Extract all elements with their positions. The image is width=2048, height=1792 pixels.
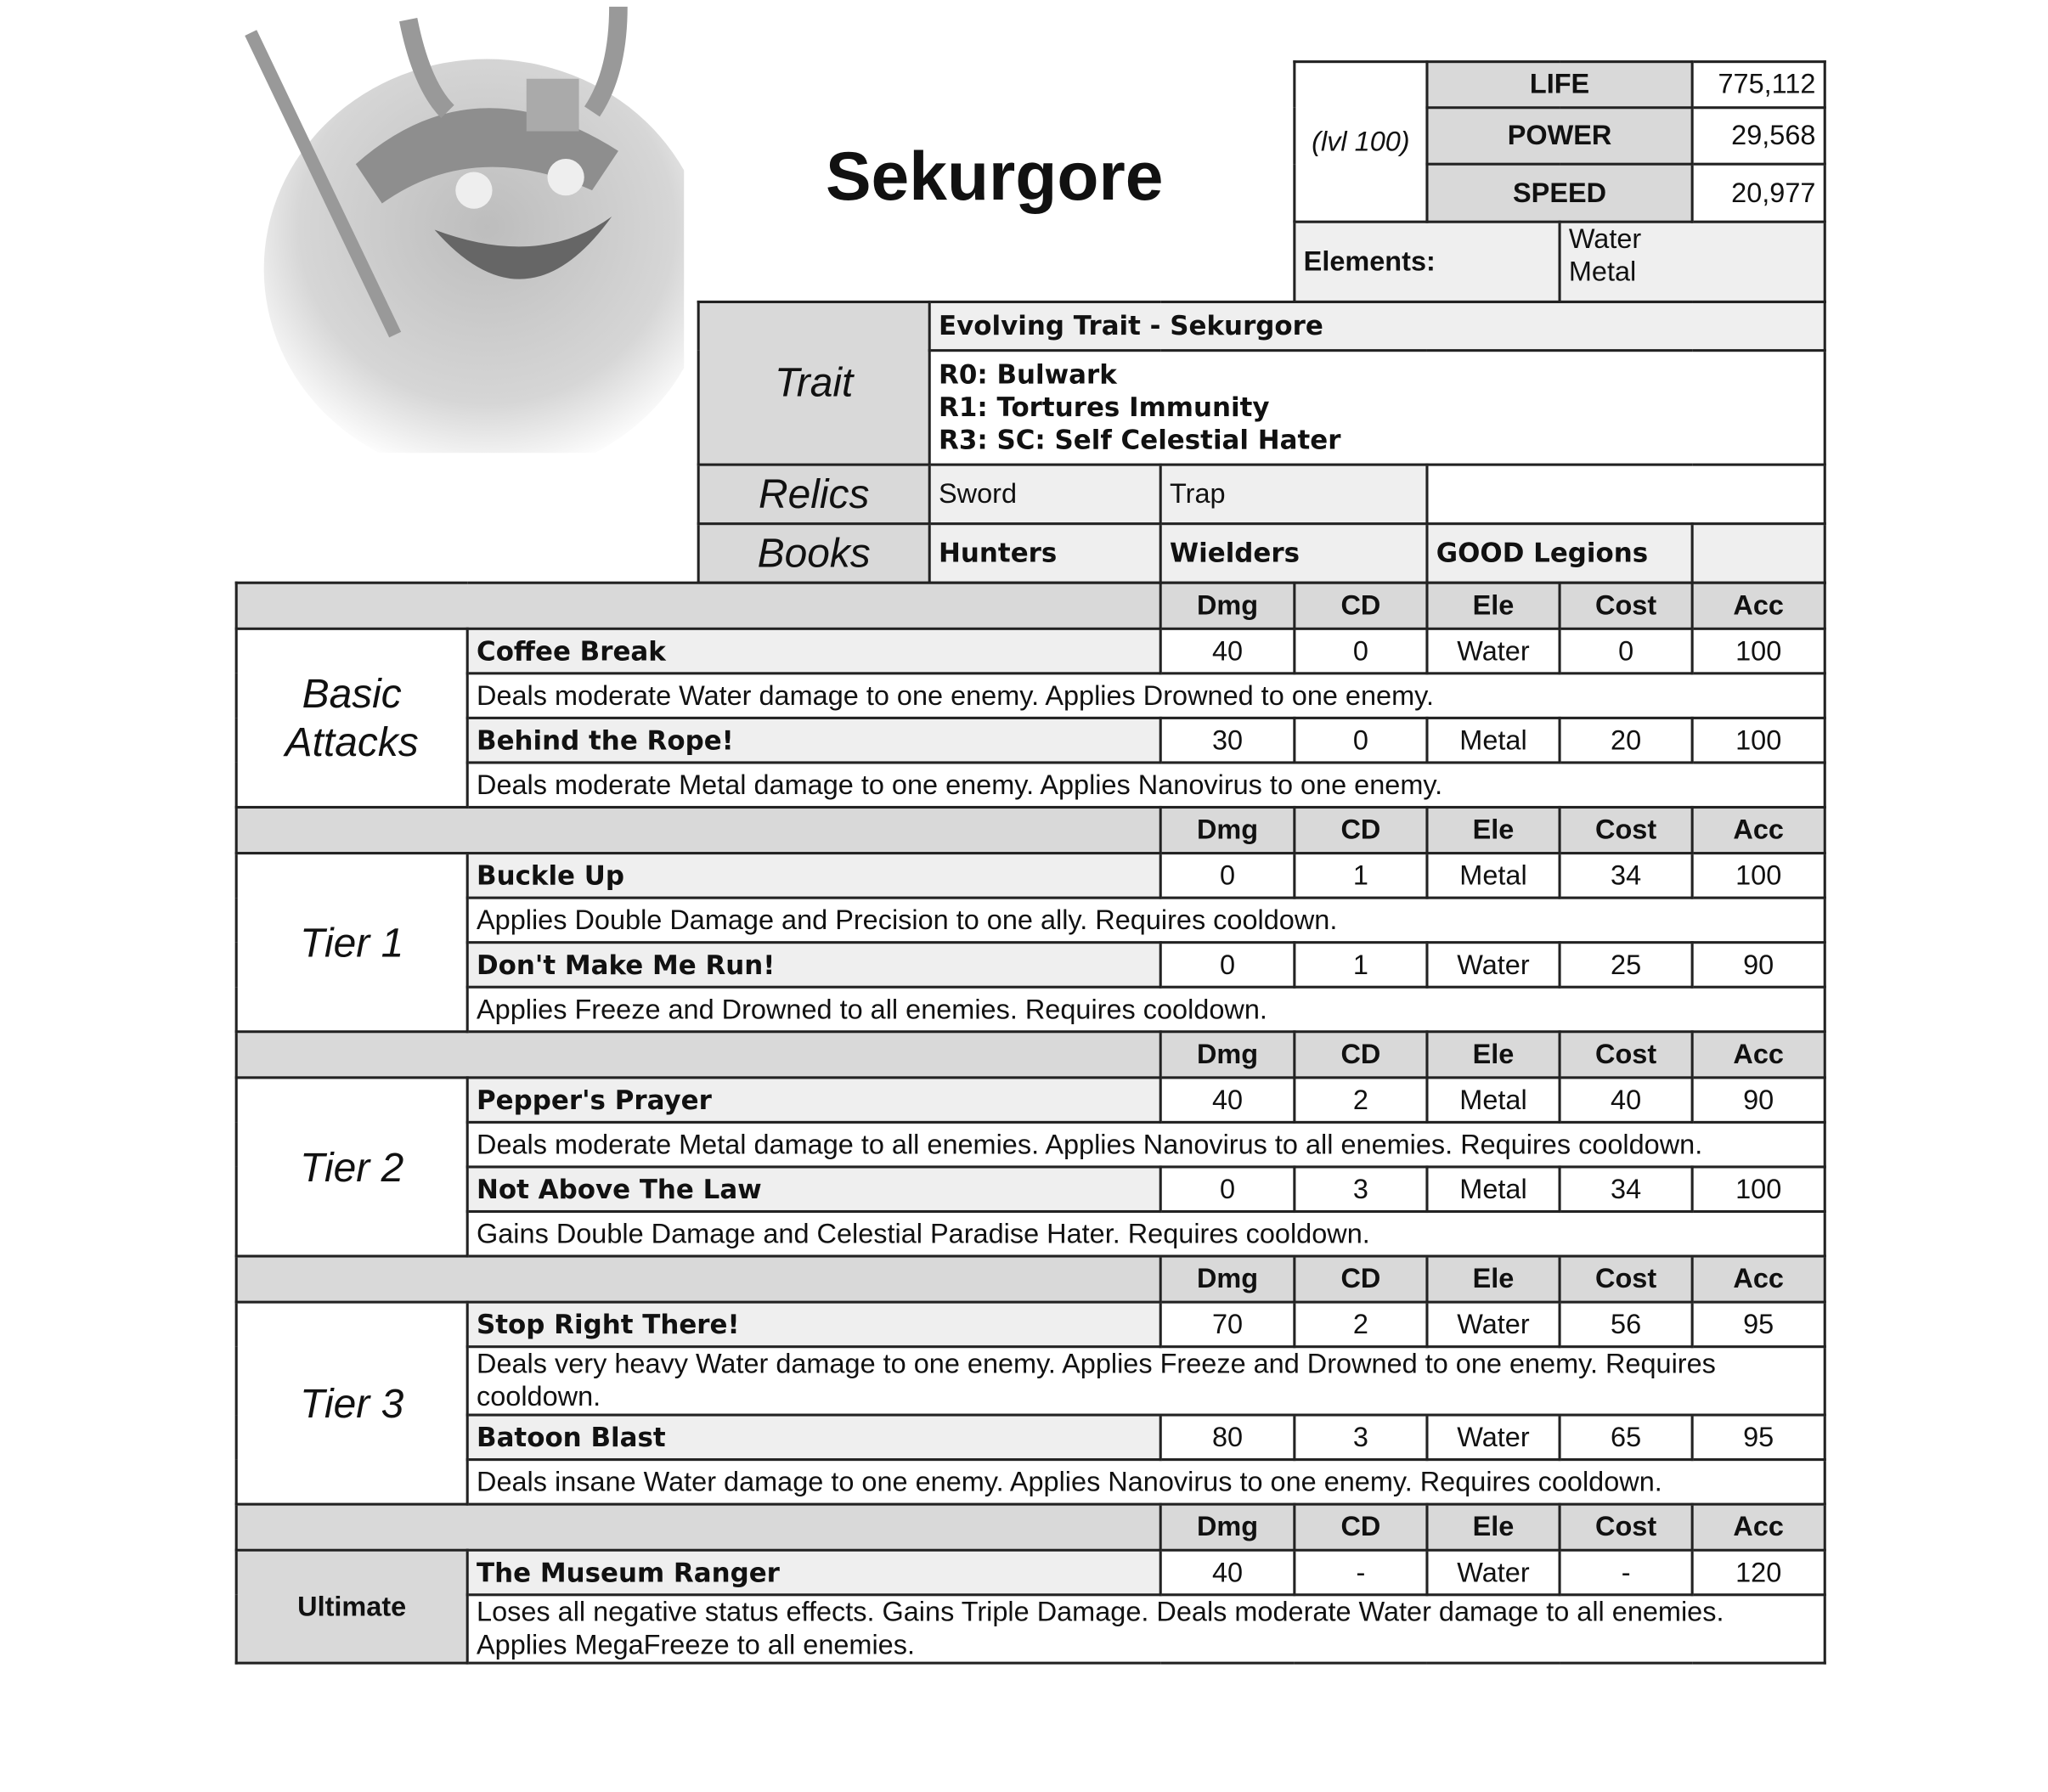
stats-table [1293,60,1825,303]
skill-name: The Museum Ranger [467,1550,1160,1595]
skill-name: Stop Right There! [467,1302,1160,1347]
skill-ele: Water [1427,1415,1560,1460]
skill-cd: 2 [1295,1078,1427,1123]
column-header-cd: CD [1295,807,1427,853]
elements-values [1560,222,1825,301]
column-header-cost: Cost [1560,1504,1692,1550]
trait-relics-books-table [697,301,1826,584]
relic-item: Trap [1160,465,1427,524]
skill-acc: 100 [1692,1167,1825,1212]
skill-cd: 0 [1295,718,1427,763]
section-label: Tier 1 [236,854,467,1032]
section-label: Ultimate [236,1550,467,1663]
skill-dmg: 40 [1160,1550,1295,1595]
skill-description: Deals moderate Metal damage to one enemy. Applies Nanovirus to one enemy. [467,763,1825,808]
section-header-row [236,1256,1825,1302]
column-header-cd: CD [1295,1032,1427,1078]
skill-name: Don't Make Me Run! [467,943,1160,988]
header-blank [236,807,1160,853]
section-header-row [236,807,1825,853]
skill-description: Applies Freeze and Drowned to all enemies. Requires cooldown. [467,987,1825,1032]
trait-rank: R1: Tortures Immunity [939,391,1270,423]
column-header-cost: Cost [1560,583,1692,628]
column-header-cost: Cost [1560,807,1692,853]
goblin-officer-portrait-icon [238,7,684,453]
trait-ranks [929,351,1825,465]
column-header-acc: Acc [1692,583,1825,628]
books-label: Books [698,524,929,583]
trait-label: Trait [698,301,929,465]
skill-dmg: 40 [1160,628,1295,673]
skill-ele: Water [1427,628,1560,673]
skill-cd: - [1295,1550,1427,1595]
skill-cd: 3 [1295,1167,1427,1212]
skill-dmg: 80 [1160,1415,1295,1460]
skill-name: Batoon Blast [467,1415,1160,1460]
header-blank [236,583,1160,628]
skill-cost: 40 [1560,1078,1692,1123]
book-item: GOOD Legions [1427,524,1692,583]
skill-cost: 34 [1560,1167,1692,1212]
skill-cd: 2 [1295,1302,1427,1347]
skill-dmg: 0 [1160,943,1295,988]
skill-description-row [236,1211,1825,1256]
header-blank [236,1256,1160,1302]
skill-cost: - [1560,1550,1692,1595]
column-header-acc: Acc [1692,807,1825,853]
level-label: (lvl 100) [1295,62,1427,223]
skill-cost: 25 [1560,943,1692,988]
skill-ele: Metal [1427,1078,1560,1123]
column-header-cd: CD [1295,1256,1427,1302]
skill-name: Not Above The Law [467,1167,1160,1212]
skill-ele: Metal [1427,854,1560,899]
relics-label: Relics [698,465,929,524]
skill-ele: Water [1427,1550,1560,1595]
skill-cd: 3 [1295,1415,1427,1460]
skill-cd: 1 [1295,854,1427,899]
trait-rank: R3: SC: Self Celestial Hater [939,424,1341,456]
skill-description-row [236,898,1825,943]
skill-cd: 0 [1295,628,1427,673]
column-header-acc: Acc [1692,1504,1825,1550]
skill-acc: 100 [1692,718,1825,763]
skill-acc: 100 [1692,628,1825,673]
book-empty [1692,524,1825,583]
book-item: Wielders [1160,524,1427,583]
trait-rank: R0: Bulwark [939,358,1117,391]
stat-label: LIFE [1427,62,1692,108]
column-header-dmg: Dmg [1160,1256,1295,1302]
skill-ele: Water [1427,1302,1560,1347]
skills-table [235,582,1826,1665]
element-value: Metal [1568,256,1637,288]
skill-description-row [236,1122,1825,1167]
column-header-cost: Cost [1560,1256,1692,1302]
section-header-row [236,1504,1825,1550]
section-header-row [236,1032,1825,1078]
stat-value: 20,977 [1692,164,1825,222]
header-blank [236,1032,1160,1078]
stat-label: SPEED [1427,164,1692,222]
skill-dmg: 0 [1160,854,1295,899]
section-header-row [236,583,1825,628]
column-header-cd: CD [1295,583,1427,628]
skill-acc: 90 [1692,1078,1825,1123]
skill-description: Deals moderate Water damage to one enemy. Applies Drowned to one enemy. [467,673,1825,718]
section-label: Basic Attacks [236,628,467,807]
skill-cost: 0 [1560,628,1692,673]
skill-acc: 120 [1692,1550,1825,1595]
skill-description: Deals moderate Metal damage to all enemies. Applies Nanovirus to all enemies. Requires cooldown. [467,1122,1825,1167]
element-value: Water [1568,224,1642,255]
header-blank [236,1504,1160,1550]
skill-description-row [236,1595,1825,1663]
column-header-dmg: Dmg [1160,583,1295,628]
skill-cd: 1 [1295,943,1427,988]
column-header-ele: Ele [1427,807,1560,853]
column-header-acc: Acc [1692,1256,1825,1302]
relic-empty [1427,465,1825,524]
stat-value: 29,568 [1692,108,1825,164]
column-header-dmg: Dmg [1160,807,1295,853]
skill-row [236,1550,1825,1595]
skill-row [236,628,1825,673]
skill-description: Deals insane Water damage to one enemy. Applies Nanovirus to one enemy. Requires cooldown. [467,1460,1825,1505]
skill-description-row [236,1347,1825,1415]
character-name: Sekurgore [825,138,1164,216]
skill-acc: 95 [1692,1302,1825,1347]
skill-dmg: 0 [1160,1167,1295,1212]
skill-name: Behind the Rope! [467,718,1160,763]
skill-cost: 65 [1560,1415,1692,1460]
skill-ele: Water [1427,943,1560,988]
skill-cost: 56 [1560,1302,1692,1347]
column-header-ele: Ele [1427,583,1560,628]
skill-ele: Metal [1427,718,1560,763]
stat-value: 775,112 [1692,62,1825,108]
skill-row [236,718,1825,763]
skill-row [236,1078,1825,1123]
skill-description-row [236,1460,1825,1505]
section-label: Tier 3 [236,1302,467,1504]
column-header-acc: Acc [1692,1032,1825,1078]
skill-dmg: 30 [1160,718,1295,763]
skill-name: Coffee Break [467,628,1160,673]
skill-row [236,943,1825,988]
skill-cost: 20 [1560,718,1692,763]
skill-acc: 90 [1692,943,1825,988]
skill-cost: 34 [1560,854,1692,899]
column-header-ele: Ele [1427,1256,1560,1302]
elements-label: Elements: [1295,222,1560,301]
column-header-dmg: Dmg [1160,1504,1295,1550]
column-header-dmg: Dmg [1160,1032,1295,1078]
skill-description: Gains Double Damage and Celestial Paradise Hater. Requires cooldown. [467,1211,1825,1256]
section-label: Tier 2 [236,1078,467,1256]
skill-description: Loses all negative status effects. Gains Triple Damage. Deals moderate Water damage to all enemies. Applies MegaFreeze to all enemies. [467,1595,1825,1663]
skill-dmg: 40 [1160,1078,1295,1123]
skill-description-row [236,763,1825,808]
skill-row [236,854,1825,899]
column-header-cd: CD [1295,1504,1427,1550]
skill-row [236,1415,1825,1460]
skill-description-row [236,987,1825,1032]
book-item: Hunters [929,524,1160,583]
skill-row [236,1167,1825,1212]
relic-item: Sword [929,465,1160,524]
skill-description: Deals very heavy Water damage to one enemy. Applies Freeze and Drowned to one enemy. Requires cooldown. [467,1347,1825,1415]
column-header-cost: Cost [1560,1032,1692,1078]
column-header-ele: Ele [1427,1032,1560,1078]
stat-label: POWER [1427,108,1692,164]
trait-title: Evolving Trait - Sekurgore [929,301,1825,350]
skill-name: Pepper's Prayer [467,1078,1160,1123]
skill-dmg: 70 [1160,1302,1295,1347]
skill-acc: 100 [1692,854,1825,899]
skill-row [236,1302,1825,1347]
skill-ele: Metal [1427,1167,1560,1212]
skill-description-row [236,673,1825,718]
skill-description: Applies Double Damage and Precision to one ally. Requires cooldown. [467,898,1825,943]
column-header-ele: Ele [1427,1504,1560,1550]
skill-acc: 95 [1692,1415,1825,1460]
skill-name: Buckle Up [467,854,1160,899]
